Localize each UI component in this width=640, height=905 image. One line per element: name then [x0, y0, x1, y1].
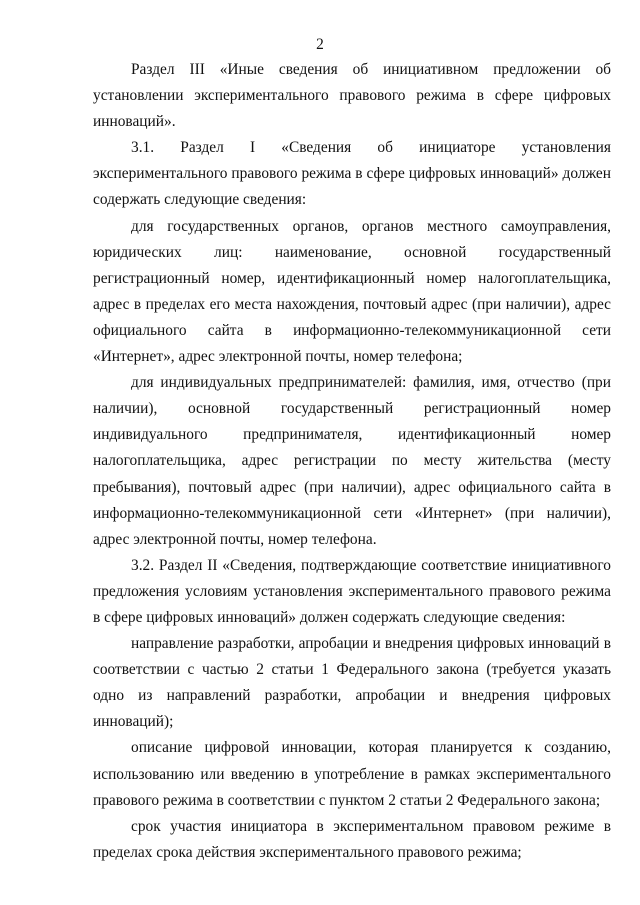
paragraph-term: срок участия инициатора в экспериментальном правовом режиме в пределах срока действия экспериментального правового режима;	[93, 817, 611, 861]
page-number: 2	[316, 36, 324, 53]
paragraph-3-2: 3.2. Раздел II «Сведения, подтверждающие соответствие инициативного предложения условиям установления экспериментального правового режима в сфере цифровых инноваций» должен содержать следующие сведения:	[93, 556, 611, 626]
paragraph-description: описание цифровой инновации, которая планируется к созданию, использованию или введению в употребление в рамках экспериментального правового режима в соответствии с пунктом 2 статьи 2 Федерального закона;	[93, 739, 611, 809]
paragraph-section-3-heading: Раздел III «Иные сведения об инициативном предложении об установлении экспериментального правового режима в сфере цифровых инноваций».	[93, 61, 611, 131]
paragraph-3-1: 3.1. Раздел I «Сведения об инициаторе установления экспериментального правового режима в сфере цифровых инноваций» должен содержать следующие сведения:	[93, 139, 611, 209]
paragraph-direction: направление разработки, апробации и внедрения цифровых инноваций в соответствии с частью 2 статьи 1 Федерального закона (требуется указать одно из направлений разработки, апробации и внедрения цифровых инноваций);	[93, 635, 611, 731]
paragraph-individual-entrepreneurs: для индивидуальных предпринимателей: фамилия, имя, отчество (при наличии), основной государственный регистрационный номер индивидуального предпринимателя, идентификационный номер налогоплательщика, адрес регистрации по месту жительства (месту пребывания), почтовый адрес (при наличии), адрес официального сайта в информационно-телекоммуникационной сети «Интернет» (при наличии), адрес электронной почты, номер телефона.	[93, 374, 611, 548]
document-body	[93, 57, 611, 866]
paragraph-state-bodies: для государственных органов, органов местного самоуправления, юридических лиц: наименование, основной государственный регистрационный номер, идентификационный номер налогоплательщика, адрес в пределах его места нахождения, почтовый адрес (при наличии), адрес официального сайта в информационно-телекоммуникационной сети «Интернет», адрес электронной почты, номер телефона;	[93, 217, 611, 366]
